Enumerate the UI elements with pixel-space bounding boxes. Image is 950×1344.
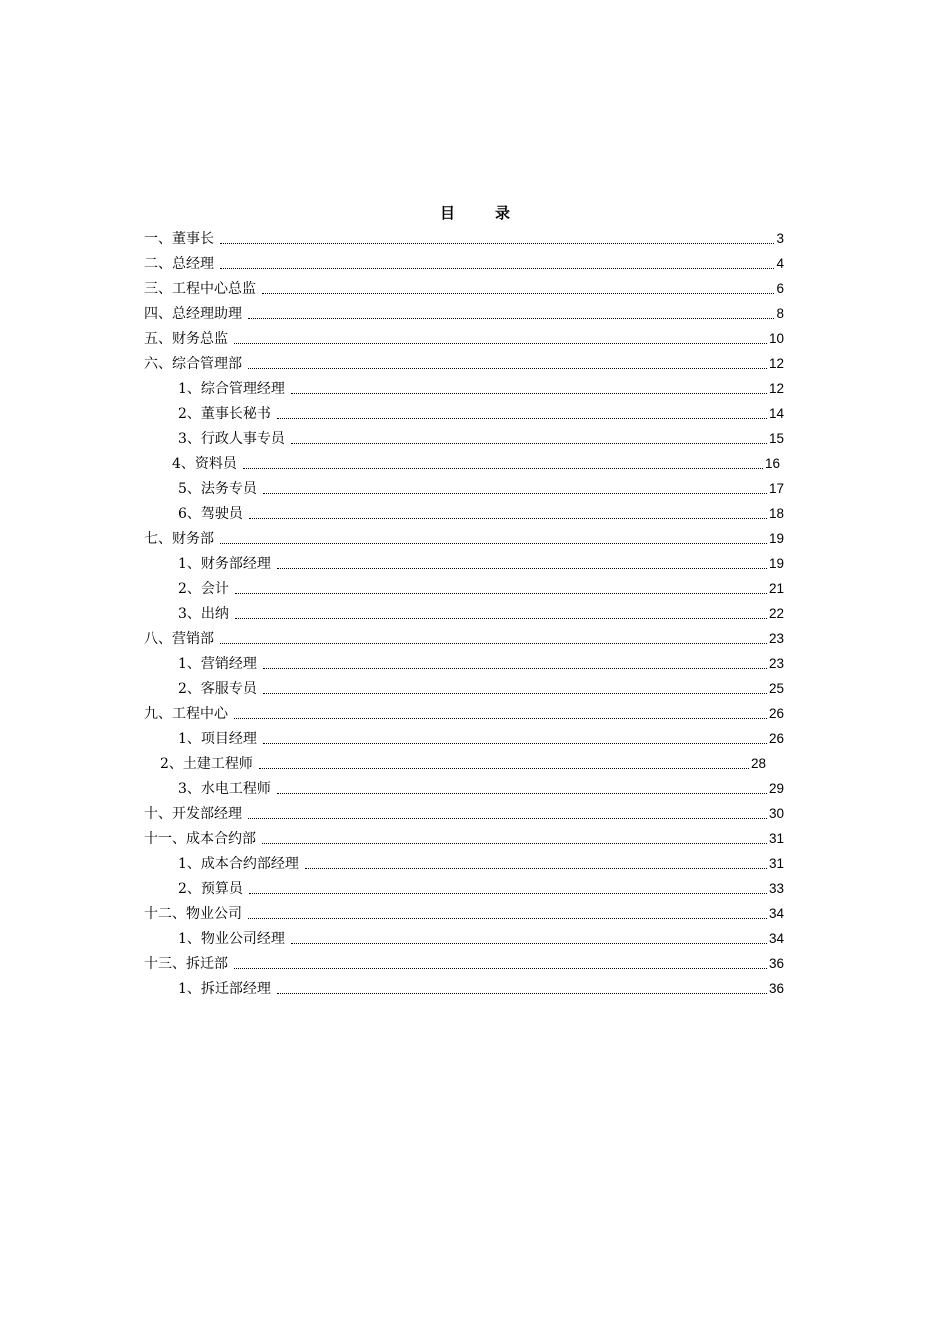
toc-entry-label: 四、总经理助理 [144,306,242,322]
toc-leader [263,668,767,669]
toc-entry-page: 19 [768,556,784,571]
toc-entry-label: 九、工程中心 [144,706,228,722]
toc-leader [262,843,767,844]
toc-leader [235,593,767,594]
toc-entry[interactable] [178,401,784,423]
toc-entry-label: 1、综合管理经理 [178,381,285,397]
toc-leader [220,243,774,244]
toc-entry-page: 22 [768,606,784,621]
toc-entry-page: 6 [776,281,784,296]
toc-entry-page: 34 [768,931,784,946]
toc-entry-label: 1、拆迁部经理 [178,981,271,997]
toc-entry-label: 十、开发部经理 [144,806,242,822]
toc-entry-page: 28 [750,756,766,771]
toc-entry[interactable] [178,876,784,898]
toc-entry-label: 1、营销经理 [178,656,257,672]
toc-entry[interactable] [144,826,784,848]
toc-leader [220,643,767,644]
toc-entry[interactable] [144,801,784,823]
toc-entry-label: 十二、物业公司 [144,906,242,922]
toc-entry[interactable] [178,726,784,748]
toc-entry[interactable] [144,626,784,648]
toc-entry-label: 2、会计 [178,581,229,597]
toc-leader [235,618,767,619]
toc-entry[interactable] [144,251,784,273]
toc-entry-label: 2、预算员 [178,881,243,897]
toc-entry-label: 2、土建工程师 [160,756,253,772]
toc-leader [277,793,767,794]
toc-entry-page: 4 [776,256,784,271]
toc-entry[interactable] [178,676,784,698]
toc-entry-label: 3、行政人事专员 [178,431,285,447]
toc-leader [291,393,767,394]
toc-entry-page: 26 [768,706,784,721]
toc-title-char-2: 录 [495,204,511,222]
toc-entry-label: 三、工程中心总监 [144,281,256,297]
toc-entry[interactable] [178,501,784,523]
toc-entry-label: 4、资料员 [172,456,237,472]
toc-entry[interactable] [178,601,784,623]
toc-entry-page: 31 [768,831,784,846]
toc-entry-label: 十一、成本合约部 [144,831,256,847]
toc-leader [248,818,767,819]
toc-leader [248,918,767,919]
toc-entry-label: 1、物业公司经理 [178,931,285,947]
toc-leader [263,743,767,744]
toc-entry[interactable] [172,451,780,473]
toc-leader [291,443,767,444]
toc-entry[interactable] [160,751,766,773]
toc-entry[interactable] [178,651,784,673]
toc-leader [234,968,767,969]
toc-entry-label: 一、董事长 [144,231,214,247]
toc-entry-label: 6、驾驶员 [178,506,243,522]
toc-leader [263,493,767,494]
toc-leader [259,768,749,769]
toc-entry-label: 1、项目经理 [178,731,257,747]
toc-entry[interactable] [144,301,784,323]
toc-entry-page: 21 [768,581,784,596]
toc-entry[interactable] [178,976,784,998]
toc-entry-label: 2、董事长秘书 [178,406,271,422]
toc-entry-label: 十三、拆迁部 [144,956,228,972]
toc-entry-page: 17 [768,481,784,496]
toc-leader [263,693,767,694]
toc-leader [249,518,767,519]
toc-entry-page: 3 [776,231,784,246]
toc-entry[interactable] [178,576,784,598]
toc-leader [262,293,774,294]
toc-leader [234,718,767,719]
toc-entry[interactable] [144,901,784,923]
toc-entry-page: 16 [764,456,780,471]
toc-entry-label: 二、总经理 [144,256,214,272]
toc-leader [220,543,767,544]
toc-entry-page: 14 [768,406,784,421]
toc-entry-page: 19 [768,531,784,546]
toc-entry-page: 29 [768,781,784,796]
toc-leader [277,993,767,994]
toc-entry[interactable] [178,776,784,798]
toc-entry[interactable] [144,351,784,373]
toc-leader [248,318,774,319]
toc-entry-page: 23 [768,656,784,671]
toc-entry-page: 8 [776,306,784,321]
toc-entry-label: 2、客服专员 [178,681,257,697]
toc-entry-label: 七、财务部 [144,531,214,547]
toc-entry-page: 26 [768,731,784,746]
toc-entry-label: 五、财务总监 [144,331,228,347]
toc-entry-page: 10 [768,331,784,346]
toc-entry-page: 15 [768,431,784,446]
toc-entry-page: 12 [768,381,784,396]
toc-entry-page: 36 [768,956,784,971]
toc-entry-page: 33 [768,881,784,896]
toc-entry[interactable] [144,326,784,348]
toc-entry[interactable] [144,226,784,248]
toc-leader [277,418,767,419]
toc-entry-label: 六、综合管理部 [144,356,242,372]
toc-entry-page: 23 [768,631,784,646]
toc-entry-label: 3、水电工程师 [178,781,271,797]
toc-entry-page: 31 [768,856,784,871]
toc-entry-page: 36 [768,981,784,996]
toc-entry-label: 3、出纳 [178,606,229,622]
toc-entry[interactable] [144,951,784,973]
toc-title [0,202,950,223]
toc-entry-label: 5、法务专员 [178,481,257,497]
toc-entry-label: 八、营销部 [144,631,214,647]
toc-leader [291,943,767,944]
toc-entry[interactable] [144,701,784,723]
toc-leader [234,343,767,344]
toc-entry[interactable] [178,476,784,498]
toc-entry[interactable] [144,276,784,298]
toc-entry-label: 1、成本合约部经理 [178,856,299,872]
toc-entry-page: 34 [768,906,784,921]
toc-entry-page: 25 [768,681,784,696]
toc-entry-page: 12 [768,356,784,371]
toc-leader [305,868,767,869]
toc-leader [277,568,767,569]
toc-title-char-1: 目 [439,204,455,222]
toc-entry-page: 30 [768,806,784,821]
toc-entry[interactable] [178,426,784,448]
toc-entry[interactable] [144,526,784,548]
toc-entry[interactable] [178,376,784,398]
toc-entry-label: 1、财务部经理 [178,556,271,572]
toc-leader [220,268,774,269]
toc-leader [249,893,767,894]
toc-entry-page: 18 [768,506,784,521]
toc-entry[interactable] [178,551,784,573]
toc-leader [248,368,767,369]
toc-entry[interactable] [178,851,784,873]
toc-entry[interactable] [178,926,784,948]
toc-leader [243,468,763,469]
